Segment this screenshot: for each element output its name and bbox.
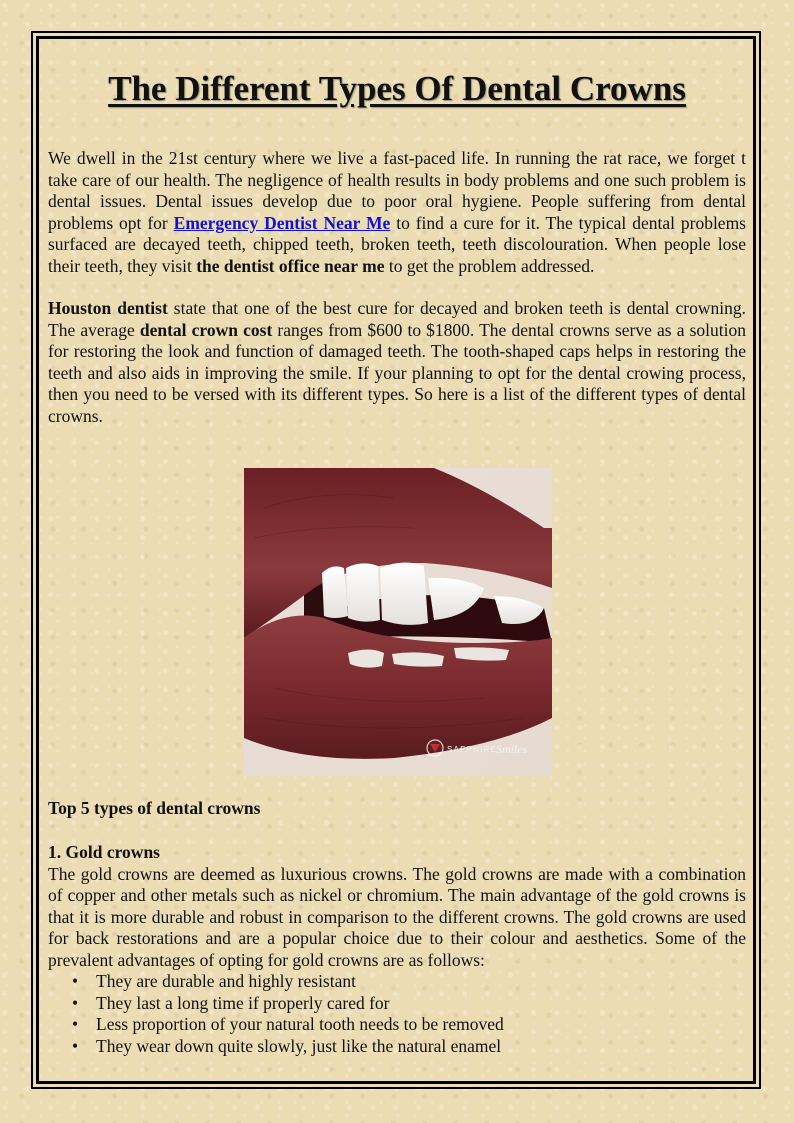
emergency-dentist-link[interactable]: Emergency Dentist Near Me — [173, 212, 391, 233]
list-item-text: They last a long time if properly cared for — [96, 992, 390, 1013]
cost-text-1: state that one of the best cure for decayed and broken teeth is dental crowning. The average — [48, 298, 746, 340]
dentist-office-bold: the dentist office near me — [196, 255, 385, 276]
cost-text-2: ranges from $600 to $1800. The dental crowns serve as a solution for restoring the look and function of damaged teeth. The tooth-shaped caps helps in restoring the teeth and also aids in improving the smile. If your planning to opt for the dental crowing process, then you need to be versed with its different types. So here is a list of the different types of dental crowns. — [48, 319, 747, 426]
cost-paragraph — [48, 298, 746, 427]
list-item — [72, 1035, 746, 1058]
intro-text-1: We dwell in the 21st century where we live a fast-paced life. In running the rat race, we forget t take care of our health. The negligence of health results in body problems and one such problem is dental issues. Dental issues develop due to poor oral hygiene. People suffering from dental problems opt for — [48, 148, 746, 233]
bullet-icon: • — [72, 1014, 79, 1034]
smile-photo — [244, 468, 552, 776]
bullet-icon: • — [72, 971, 79, 991]
smile-illustration — [244, 468, 552, 776]
gold-advantages-list — [48, 971, 746, 1057]
watermark-brand: SAPPHIRE — [447, 745, 498, 754]
gold-crowns-heading: 1. Gold crowns — [48, 842, 160, 862]
intro-text-3: to get the problem addressed. — [384, 255, 595, 276]
houston-dentist-bold: Houston dentist — [48, 298, 168, 318]
list-item — [72, 992, 746, 1015]
page-title: The Different Types Of Dental Crowns — [108, 69, 686, 108]
intro-text-2: to find a cure for it. The typical dental problems surfaced are decayed teeth, chipped teeth, broken teeth, teeth discolouration. When people lose their teeth, they visit — [48, 212, 746, 276]
gold-crowns-text: The gold crowns are deemed as luxurious crowns. The gold crowns are made with a combination of copper and other metals such as nickel or chromium. The main advantage of the gold crowns is that it is more durable and robust in comparison to the different crowns. The gold crowns are used for back restorations and are a popular choice due to their colour and aesthetics. Some of the prevalent advantages of opting for gold crowns are as follows: — [48, 863, 746, 970]
list-item-text: Less proportion of your natural tooth needs to be removed — [96, 1014, 504, 1034]
section-heading: Top 5 types of dental crowns — [48, 798, 261, 818]
crown-cost-bold: dental crown cost — [139, 319, 273, 340]
tooth-shape — [322, 566, 348, 618]
watermark-script: Smiles — [496, 742, 528, 756]
list-item — [72, 1014, 746, 1036]
article-body — [48, 66, 746, 427]
bullet-icon: • — [72, 1035, 79, 1056]
list-item-text: They are durable and highly resistant — [96, 971, 356, 991]
list-item — [72, 971, 746, 993]
gold-crowns-section — [48, 842, 746, 1057]
bullet-icon: • — [72, 992, 79, 1013]
intro-paragraph — [48, 148, 746, 277]
list-item-text: They wear down quite slowly, just like the natural enamel — [96, 1035, 502, 1056]
